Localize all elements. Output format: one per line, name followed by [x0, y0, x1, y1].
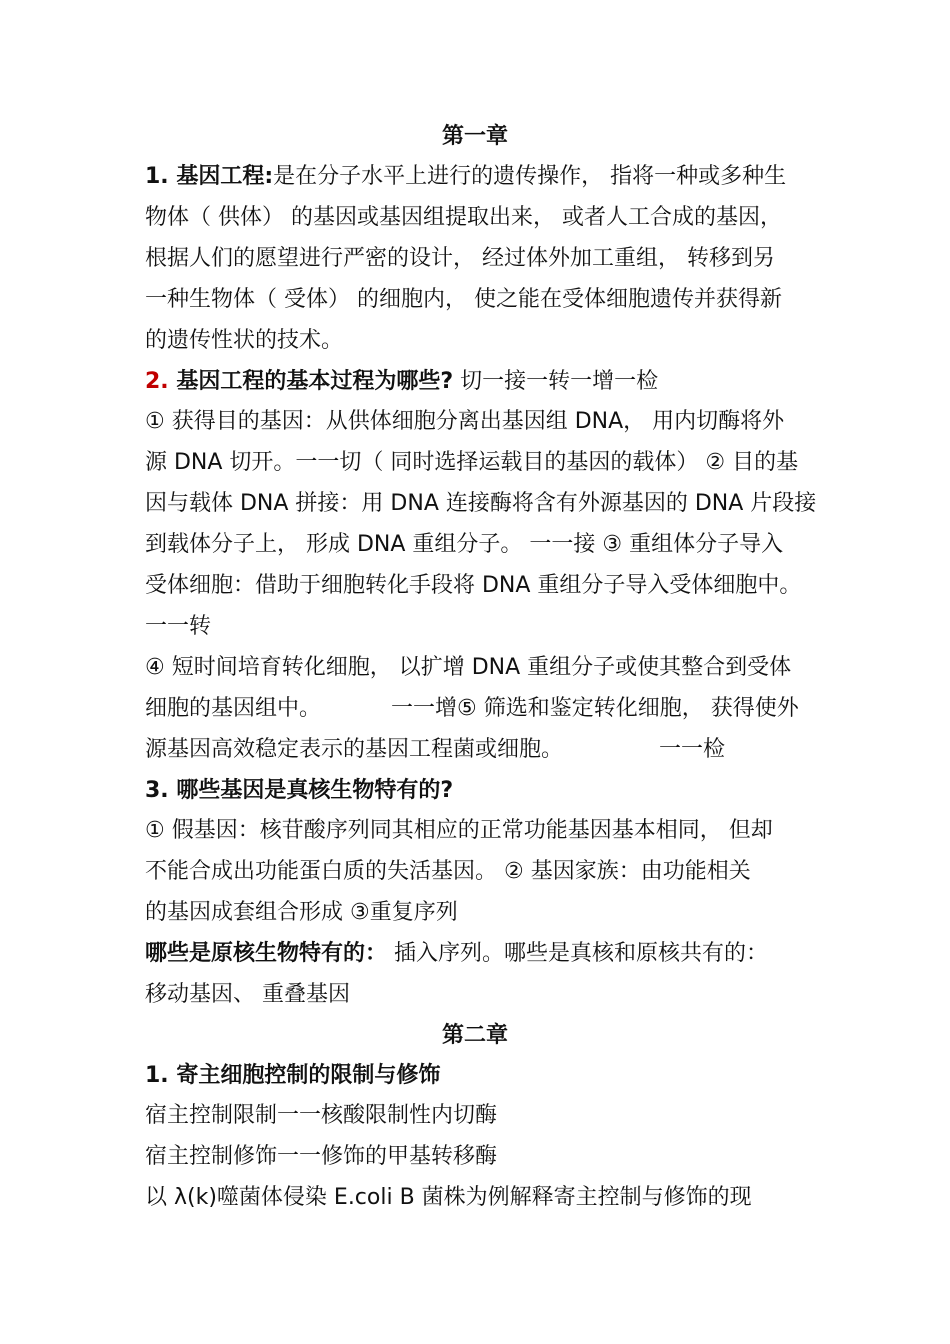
q2-line-8: 细胞的基因组中。 一一增⑤ 筛选和鉴定转化细胞， 获得使外 [145, 696, 799, 721]
q1-line-2: 物体（ 供体） 的基因或基因组提取出来， 或者人工合成的基因， [145, 205, 782, 230]
q2-heading: 基因工程的基本过程为哪些? [168, 369, 454, 394]
q3-line-4: 哪些是原核生物特有的： 插入序列。哪些是真核和原核共有的： [145, 941, 769, 966]
q3-line-1: ① 假基因：核苷酸序列同其相应的正常功能基因基本相同， 但却 [145, 818, 773, 843]
q2-line-3: 因与载体 DNA 拼接：用 DNA 连接酶将含有外源基因的 DNA 片段接 [145, 491, 817, 516]
q3-line-5: 移动基因、 重叠基因 [145, 982, 350, 1007]
ch2-q1-line-2: 宿主控制修饰一一修饰的甲基转移酶 [145, 1144, 498, 1169]
ch2-q1-line-3: 以 λ(k)噬菌体侵染 E.coli B 菌株为例解释寄主控制与修饰的现 [145, 1185, 752, 1210]
q1-line-4: 一种生物体（ 受体） 的细胞内， 使之能在受体细胞遗传并获得新 [145, 287, 782, 312]
q2-line-4: 到载体分子上， 形成 DNA 重组分子。 一一接 ③ 重组体分子导入 [145, 532, 784, 557]
q3-heading: 3. 哪些基因是真核生物特有的? [145, 778, 454, 803]
chapter-2-title: 第二章 [441, 1023, 508, 1048]
q2-summary: 切一接一转一增一检 [453, 369, 659, 394]
q1-heading: 1. 基因工程: [145, 164, 274, 189]
q2-line-6: 一一转 [145, 614, 212, 639]
q2-line-heading [145, 367, 815, 397]
q1-line-5: 的遗传性状的技术。 [145, 328, 344, 353]
q2-line-1: ① 获得目的基因：从供体细胞分离出基因组 DNA， 用内切酶将外 [145, 409, 785, 434]
q2-line-9: 源基因高效稳定表示的基因工程菌或细胞。 一一检 [145, 737, 726, 762]
q3-prokaryote-heading: 哪些是原核生物特有的： [145, 941, 388, 966]
ch2-q1-heading: 1. 寄主细胞控制的限制与修饰 [145, 1063, 441, 1088]
q2-line-7: ④ 短时间培育转化细胞， 以扩增 DNA 重组分子或使其整合到受体 [145, 655, 792, 680]
q2-line-5: 受体细胞：借助于细胞转化手段将 DNA 重组分子导入受体细胞中。 [145, 573, 802, 598]
chapter-1-title: 第一章 [441, 124, 508, 149]
q3-line-3: 的基因成套组合形成 ③重复序列 [145, 900, 458, 925]
q1-line-1: 1. 基因工程:是在分子水平上进行的遗传操作， 指将一种或多种生 [145, 164, 787, 189]
q3-line-2: 不能合成出功能蛋白质的失活基因。 ② 基因家族：由功能相关 [145, 859, 751, 884]
ch2-q1-line-1: 宿主控制限制一一核酸限制性内切酶 [145, 1103, 498, 1128]
q2-number: 2. [145, 369, 169, 394]
q1-line-3: 根据人们的愿望进行严密的设计， 经过体外加工重组， 转移到另 [145, 246, 775, 271]
q2-line-2: 源 DNA 切开。一一切（ 同时选择运载目的基因的载体） ② 目的基 [145, 450, 799, 475]
